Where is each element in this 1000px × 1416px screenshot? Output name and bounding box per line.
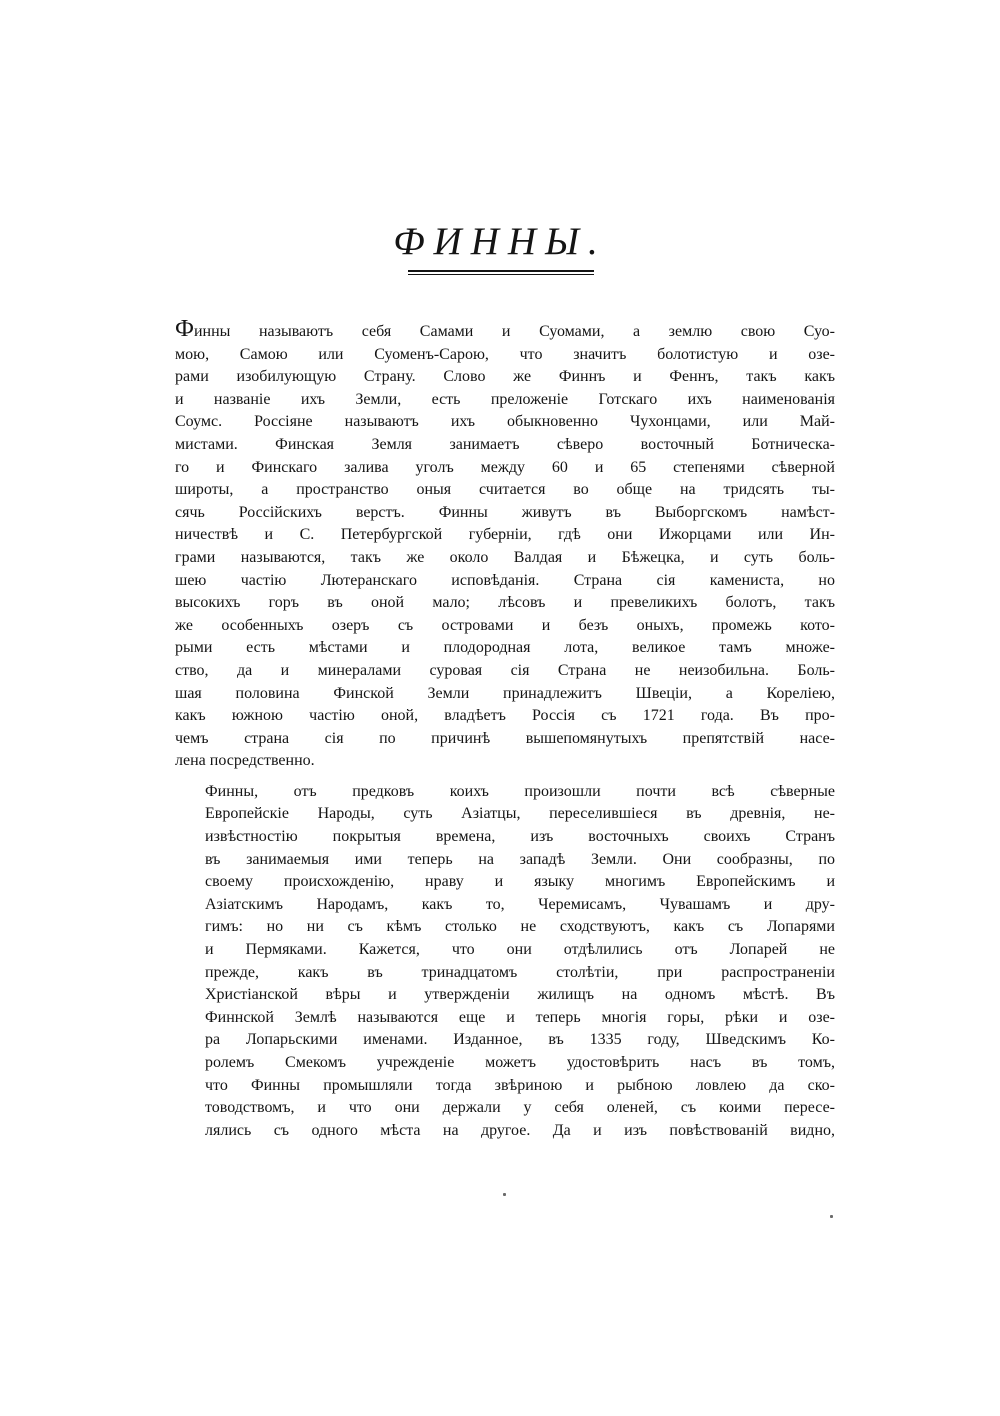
page-title: ФИННЫ.: [393, 220, 607, 263]
text-line: грами называются, такъ же около Валдая и Бѣжецка, и суть боль-: [175, 548, 835, 566]
text-line: Христіанской вѣры и утвержденіи жилищъ на одномъ мѣстѣ. Въ: [205, 986, 835, 1004]
text-line: Азіатскимъ Народамъ, какъ то, Черемисамъ, Чувашамъ и дру-: [205, 895, 835, 913]
text-line: ролемъ Смекомъ учрежденіе можетъ удостовѣрить насъ въ томъ,: [205, 1054, 835, 1071]
text-line: го и Финскаго залива уголъ между 60 и 65 степенями сѣверной: [175, 458, 835, 476]
text-line: чемъ страна сія по причинѣ вышепомянутыхъ препятствій насе-: [175, 729, 835, 747]
text-line: рами изобилующую Страну. Слово же Финнъ и Феннъ, такъ какъ: [175, 368, 835, 386]
paragraph-1: [175, 318, 835, 773]
text-line: и названіе ихъ Земли, есть преложеніе Готскаго ихъ наименованія: [175, 390, 835, 408]
text-line: ничествѣ и С. Петербургской губерніи, гдѣ они Ижорцами или Ин-: [175, 526, 835, 544]
text-line: Европейскіе Народы, суть Азіатцы, переселившіеся въ древнія, не-: [205, 805, 835, 823]
scan-speck: [830, 1215, 833, 1218]
text-line: своему происхожденію, нраву и языку многимъ Европейскимъ и: [205, 873, 835, 891]
text-line: ство, да и минералами суровая сія Страна не неизобильна. Боль-: [175, 661, 835, 679]
text-line: Соумс. Россіяне называютъ ихъ обыкновенно Чухонцами, или Май-: [175, 413, 835, 431]
text-line: и Пермяками. Кажется, что они отдѣлились отъ Лопарей не: [205, 941, 835, 959]
text-line: сячь Россійскихъ верстъ. Финны живутъ въ Выборгскомъ намѣст-: [175, 503, 835, 521]
text-line: извѣстностію покрытыя времена, изъ восточныхъ своихъ Странъ: [205, 828, 835, 846]
body-text: [175, 318, 835, 1142]
text-line: же особенныхъ озеръ съ островами и безъ оныхъ, промежь кото-: [175, 616, 835, 634]
text-line: мистами. Финская Земля занимаетъ сѣверо восточный Ботническа-: [175, 435, 835, 453]
text-line: рыми есть мѣстами и плодородная лота, великое тамъ множе-: [175, 639, 835, 657]
text-line: Финны, отъ предковъ коихъ произошли почти всѣ сѣверные: [205, 782, 835, 800]
text-line: лялись съ одного мѣста на другое. Да и изъ повѣствованій видно,: [205, 1121, 835, 1139]
text-line: Финны называютъ себя Самами и Суомами, а землю свою Суо-: [175, 316, 835, 342]
text-line: шая половина Финской Земли принадлежитъ Швеціи, а Кореліею,: [175, 684, 835, 702]
text-line: какъ южною частію оной, владѣетъ Россія съ 1721 года. Въ про-: [175, 707, 835, 725]
text-line: что Финны промышляли тогда звѣриною и рыбною ловлею да ско-: [205, 1076, 835, 1094]
paragraph-2: [175, 781, 835, 1143]
text-line: лена посредственно.: [175, 752, 315, 770]
scan-speck: [503, 1193, 506, 1196]
text-line: шею частію Лютеранскаго исповѣданія. Страна сія камениста, но: [175, 571, 835, 589]
text-line: въ занимаемыя ими теперь на западѣ Земли. Они сообразны, по: [205, 850, 835, 868]
text-line: Финнской Землѣ называются еще и теперь многія горы, рѣки и озе-: [205, 1008, 835, 1026]
text-line: широты, а пространство оныя считается во обще на тридсять ты-: [175, 481, 835, 499]
text-line: гимъ: но ни съ кѣмъ столько не сходствуютъ, какъ съ Лопарями: [205, 918, 835, 936]
text-line: высокихъ горъ въ оной мало; лѣсовъ и превеликихъ болотъ, такъ: [175, 594, 835, 612]
title-underline: [408, 270, 594, 275]
text-line: прежде, какъ въ тринадцатомъ столѣтіи, при распространеніи: [205, 963, 835, 981]
text-line: ра Лопарьскими именами. Изданное, въ 1335 году, Шведскимъ Ко-: [205, 1031, 835, 1049]
text-line: товодствомъ, и что они держали у себя оленей, съ коими пересе-: [205, 1099, 835, 1117]
text-line: мою, Самою или Суоменъ-Сарою, что значитъ болотистую и озе-: [175, 345, 835, 363]
